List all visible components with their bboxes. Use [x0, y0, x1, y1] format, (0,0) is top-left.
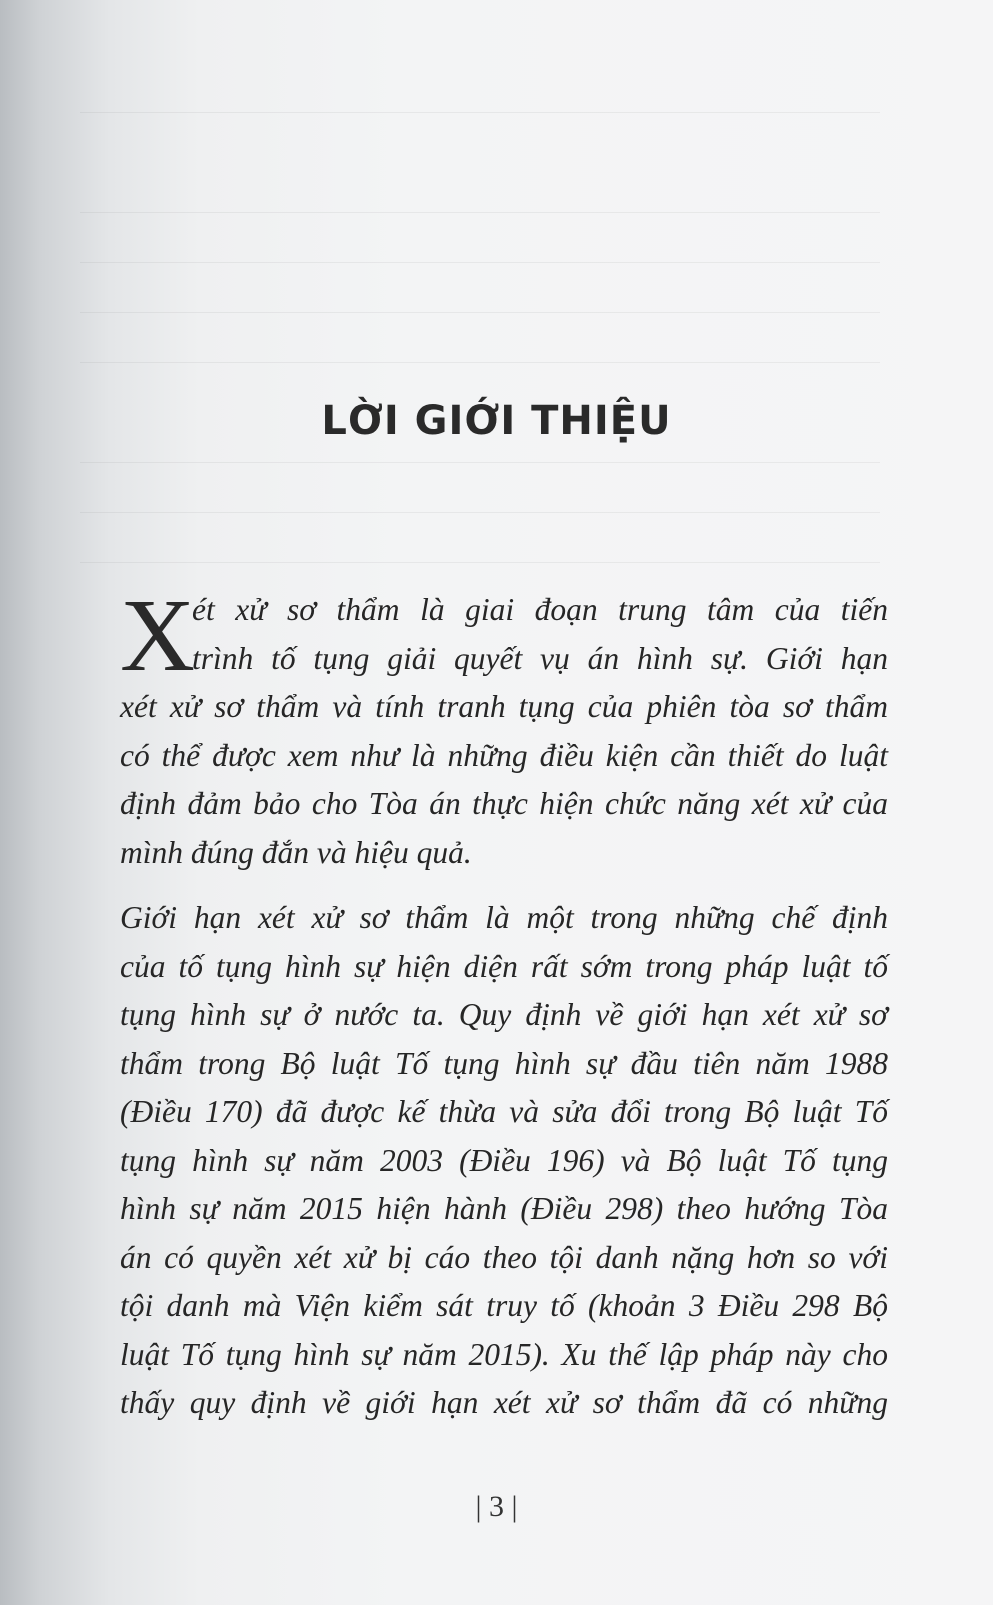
text-line: định đảm bảo cho Tòa án thực hiện chức năng xét xử của [120, 786, 888, 821]
text-line: án có quyền xét xử bị cáo theo tội danh nặng hơn so với [120, 1239, 888, 1275]
text-line: trình tố tụng giải quyết vụ án hình sự. Giới hạn [192, 640, 888, 676]
text-line: (Điều 170) đã được kế thừa và sửa đổi trong Bộ luật Tố [120, 1094, 888, 1129]
text-line: tụng hình sự năm 2003 (Điều 196) và Bộ luật Tố tụng [120, 1142, 888, 1178]
text-line-content: Giới hạn xét xử sơ thẩm là một trong những chế định [120, 900, 888, 935]
text-line: mình đúng đắn và hiệu quả. [120, 834, 472, 870]
text-line: có thể được xem như là những điều kiện cần thiết do luật [120, 737, 888, 773]
text-line: xét xử sơ thẩm và tính tranh tụng của phiên tòa sơ thẩm [120, 689, 888, 724]
text-line: thẩm trong Bộ luật Tố tụng hình sự đầu tiên năm 1988 [120, 1045, 888, 1081]
text-line: tội danh mà Viện kiểm sát truy tố (khoản 3 Điều 298 Bộ [120, 1288, 888, 1323]
text-line: hình sự năm 2015 hiện hành (Điều 298) theo hướng Tòa [120, 1191, 888, 1226]
paragraph-2 [120, 894, 888, 1428]
text-line: của tố tụng hình sự hiện diện rất sớm trong pháp luật tố [120, 948, 888, 984]
text-line: thấy quy định về giới hạn xét xử sơ thẩm đã có những [120, 1385, 888, 1420]
page-title: LỜI GIỚI THIỆU [321, 398, 672, 444]
paragraph-1 [120, 578, 888, 877]
text-line [120, 894, 888, 943]
text-line: tụng hình sự ở nước ta. Quy định về giới hạn xét xử sơ [120, 997, 888, 1032]
drop-cap: X [120, 578, 196, 693]
text-line: luật Tố tụng hình sự năm 2015). Xu thế lập pháp này cho [120, 1336, 888, 1372]
text-line-content: ét xử sơ thẩm là giai đoạn trung tâm của tiến [192, 592, 888, 627]
page-number: | 3 | [475, 1490, 518, 1523]
paragraph-gap [120, 877, 888, 894]
body-text [120, 578, 888, 1428]
